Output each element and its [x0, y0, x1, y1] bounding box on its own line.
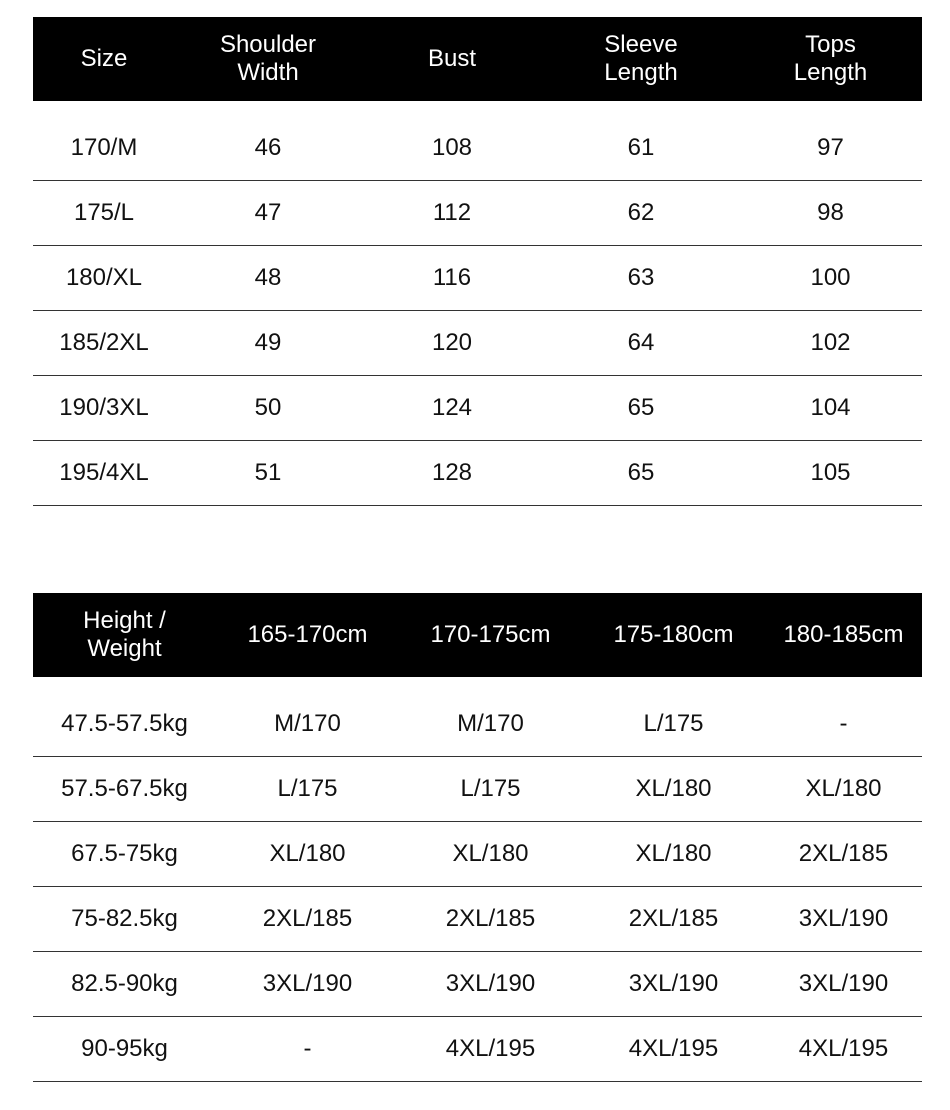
table-cell: 3XL/190 [628, 970, 719, 997]
table-cell: 3XL/190 [445, 970, 536, 997]
table-cell: 82.5-90kg [71, 970, 178, 997]
table-cell: 108 [431, 134, 473, 161]
table-cell: 180/XL [65, 264, 143, 291]
table-cell: XL/180 [635, 775, 712, 802]
header-height-weight: Height / Weight [83, 607, 166, 662]
table-cell: 2XL/185 [445, 905, 536, 932]
table-cell: 104 [810, 394, 851, 421]
fit-table-body [33, 692, 922, 1082]
table-cell: 128 [431, 459, 473, 486]
table-cell: XL/180 [452, 840, 529, 867]
table-cell: 2XL/185 [628, 905, 719, 932]
size-table-row [33, 441, 922, 506]
table-cell: 112 [432, 199, 472, 226]
header-height-180-185: 180-185cm [783, 621, 904, 648]
table-cell: 4XL/195 [798, 1035, 889, 1062]
table-cell: 90-95kg [81, 1035, 168, 1062]
header-shoulder-width: Shoulder Width [219, 31, 317, 86]
header-height-165-170: 165-170cm [247, 621, 368, 648]
table-cell: 47.5-57.5kg [61, 710, 188, 737]
table-cell: 4XL/195 [445, 1035, 536, 1062]
table-cell: 124 [431, 394, 473, 421]
fit-table-row [33, 1017, 922, 1082]
table-cell: 190/3XL [59, 394, 149, 421]
table-cell: 102 [810, 329, 851, 356]
fit-table-row [33, 887, 922, 952]
table-cell: 98 [817, 199, 844, 226]
table-cell: 57.5-67.5kg [61, 775, 188, 802]
table-cell: 2XL/185 [798, 840, 889, 867]
size-table-body [33, 116, 922, 506]
table-cell: 3XL/190 [798, 970, 889, 997]
table-cell: 47 [254, 199, 282, 226]
header-height-170-175: 170-175cm [430, 621, 551, 648]
table-cell: 61 [627, 134, 655, 161]
fit-table-header [33, 593, 922, 677]
table-cell: 62 [627, 199, 655, 226]
table-cell: 46 [254, 134, 282, 161]
table-cell: M/170 [274, 710, 341, 737]
header-height-175-180: 175-180cm [613, 621, 734, 648]
table-cell: L/175 [460, 775, 521, 802]
table-cell: 2XL/185 [262, 905, 353, 932]
table-cell: 97 [817, 134, 844, 161]
height-weight-fit-table [33, 593, 922, 1082]
table-cell: L/175 [643, 710, 704, 737]
table-cell: 170/M [70, 134, 138, 161]
size-table-row [33, 311, 922, 376]
table-cell: XL/180 [635, 840, 712, 867]
table-cell: 64 [627, 329, 655, 356]
table-cell: 49 [254, 329, 282, 356]
table-cell: 65 [627, 394, 655, 421]
size-table-row [33, 246, 922, 311]
table-cell: 4XL/195 [628, 1035, 719, 1062]
table-cell: XL/180 [805, 775, 882, 802]
table-cell: - [839, 710, 848, 737]
table-cell: 175/L [73, 199, 135, 226]
size-table-header [33, 17, 922, 101]
fit-table-row [33, 692, 922, 757]
table-cell: 67.5-75kg [71, 840, 178, 867]
header-tops-length: Tops Length [793, 31, 868, 86]
table-cell: 48 [254, 264, 282, 291]
table-cell: 3XL/190 [798, 905, 889, 932]
table-cell: XL/180 [269, 840, 346, 867]
size-table-row [33, 116, 922, 181]
size-table-row [33, 181, 922, 246]
table-cell: 50 [254, 394, 282, 421]
fit-table-row [33, 757, 922, 822]
fit-table-row [33, 952, 922, 1017]
size-table-row [33, 376, 922, 441]
table-cell: L/175 [277, 775, 338, 802]
table-cell: 51 [254, 459, 282, 486]
table-cell: 65 [627, 459, 655, 486]
table-cell: 75-82.5kg [71, 905, 178, 932]
header-bust: Bust [427, 45, 477, 72]
header-sleeve-length: Sleeve Length [604, 31, 678, 86]
table-cell: 185/2XL [59, 329, 149, 356]
table-cell: 63 [627, 264, 655, 291]
table-cell: 105 [810, 459, 851, 486]
table-cell: M/170 [457, 710, 524, 737]
fit-table-row [33, 822, 922, 887]
table-cell: 100 [810, 264, 851, 291]
size-measurement-table [33, 17, 922, 506]
table-cell: - [303, 1035, 312, 1062]
table-cell: 3XL/190 [262, 970, 353, 997]
table-cell: 120 [431, 329, 473, 356]
table-cell: 116 [432, 264, 472, 291]
header-size: Size [80, 45, 128, 72]
table-cell: 195/4XL [59, 459, 149, 486]
